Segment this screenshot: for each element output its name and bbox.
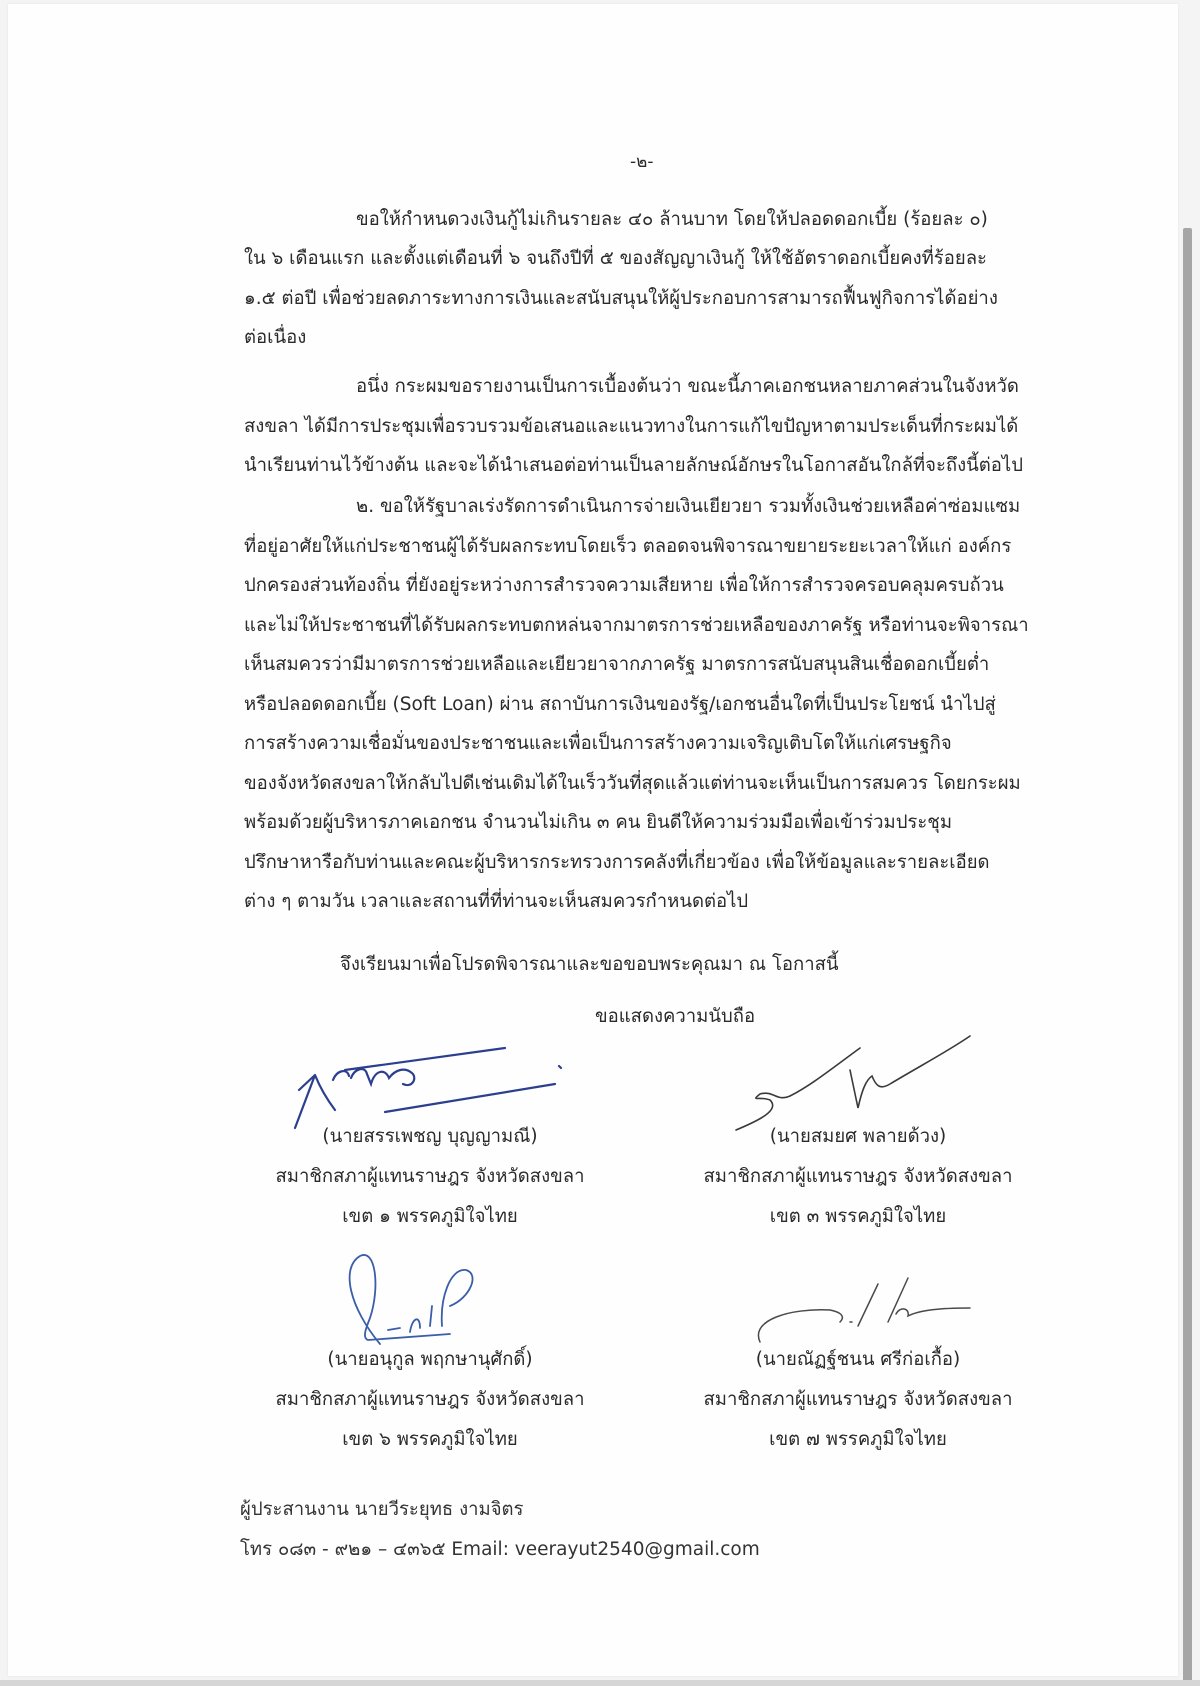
paragraph1-line: ต่อเนื่อง — [244, 327, 307, 348]
paragraph2-line: สงขลา ได้มีการประชุมเพื่อรวบรวมข้อเสนอและแนวทางในการแก้ไขปัญหาตามประเด็นที่กระผมได้ — [244, 416, 1019, 437]
paragraph1-line: ใน ๖ เดือนแรก และตั้งแต่เดือนที่ ๖ จนถึงปีที่ ๕ ของสัญญาเงินกู้ ให้ใช้อัตราดอกเบี้ยคงที่ร้อยละ — [244, 248, 987, 269]
paragraph1-line: ๑.๕ ต่อปี เพื่อช่วยลดภาระทางการเงินและสนับสนุนให้ผู้ประกอบการสามารถฟื้นฟูกิจการได้อย่าง — [244, 288, 998, 309]
bottom-edge — [0, 1680, 1200, 1686]
paragraph3-line: หรือปลอดดอกเบี้ย (Soft Loan) ผ่าน สถาบันการเงินของรัฐ/เอกชนอื่นใดที่เป็นประโยชน์ นำไปสู่ — [244, 694, 996, 715]
salutation: ขอแสดงความนับถือ — [595, 1006, 756, 1027]
signatory-3-district: เขต ๖ พรรคภูมิใจไทย — [342, 1429, 518, 1450]
paragraph3-line: ต่าง ๆ ตามวัน เวลาและสถานที่ที่ท่านจะเห็นสมควรกำหนดต่อไป — [244, 891, 749, 912]
paragraph3-line: การสร้างความเชื่อมั่นของประชาชนและเพื่อเป็นการสร้างความเจริญเติบโตให้แก่เศรษฐกิจ — [244, 733, 952, 754]
paragraph3-line: ของจังหวัดสงขลาให้กลับไปดีเช่นเดิมได้ในเร็ววันที่สุดแล้วแต่ท่านจะเห็นเป็นการสมควร โดยกระผม — [244, 773, 1021, 794]
signatory-2-district: เขต ๓ พรรคภูมิใจไทย — [769, 1206, 947, 1227]
paragraph2-line: อนึ่ง กระผมขอรายงานเป็นการเบื้องต้นว่า ขณะนี้ภาคเอกชนหลายภาคส่วนในจังหวัด — [356, 376, 1019, 397]
paragraph3-line: ปรึกษาหารือกับท่านและคณะผู้บริหารกระทรวงการคลังที่เกี่ยวข้อง เพื่อให้ข้อมูลและรายละเอียด — [244, 852, 990, 873]
signatory-2-name: (นายสมยศ พลายด้วง) — [769, 1126, 947, 1147]
signatory-4-district: เขต ๗ พรรคภูมิใจไทย — [769, 1429, 947, 1450]
paragraph3-line: พร้อมด้วยผู้บริหารภาคเอกชน จำนวนไม่เกิน ๓ คน ยินดีให้ความร่วมมือเพื่อเข้าร่วมประชุม — [244, 812, 953, 833]
paragraph3-line: ปกครองส่วนท้องถิ่น ที่ยังอยู่ระหว่างการสำรวจความเสียหาย เพื่อให้การสำรวจครอบคลุมครบถ้วน — [244, 575, 1004, 596]
signatory-1-position: สมาชิกสภาผู้แทนราษฎร จังหวัดสงขลา — [275, 1166, 585, 1187]
signatory-4-position: สมาชิกสภาผู้แทนราษฎร จังหวัดสงขลา — [703, 1389, 1013, 1410]
paragraph3-line: และไม่ให้ประชาชนที่ได้รับผลกระทบตกหล่นจากมาตรการช่วยเหลือของภาครัฐ หรือท่านจะพิจารณา — [244, 615, 1029, 636]
paragraph2-line: นำเรียนท่านไว้ข้างต้น และจะได้นำเสนอต่อท่านเป็นลายลักษณ์อักษรในโอกาสอันใกล้ที่จะถึงนี้ต่อไป — [244, 455, 1023, 476]
page-number: -๒- — [630, 152, 654, 172]
coordinator: ผู้ประสานงาน นายวีระยุทธ งามจิตร — [240, 1499, 524, 1520]
signatory-1-district: เขต ๑ พรรคภูมิใจไทย — [342, 1206, 518, 1227]
signature-3-icon — [340, 1248, 500, 1348]
paragraph3-line: ที่อยู่อาศัยให้แก่ประชาชนผู้ได้รับผลกระทบโดยเร็ว ตลอดจนพิจารณาขยายระยะเวลาให้แก่ องค์กร — [244, 536, 1012, 557]
signatory-3-position: สมาชิกสภาผู้แทนราษฎร จังหวัดสงขลา — [275, 1389, 585, 1410]
paragraph3-line: ๒. ขอให้รัฐบาลเร่งรัดการดำเนินการจ่ายเงินเยียวยา รวมทั้งเงินช่วยเหลือค่าซ่อมแซม — [356, 496, 1021, 517]
signatory-3-name: (นายอนุกูล พฤกษานุศักดิ์) — [327, 1349, 533, 1370]
paragraph3-line: เห็นสมควรว่ามีมาตรการช่วยเหลือและเยียวยาจากภาครัฐ มาตรการสนับสนุนสินเชื่อดอกเบี้ยต่ำ — [244, 654, 990, 675]
signatory-4-name: (นายณัฏฐ์ชนน ศรีก่อเกื้อ) — [755, 1349, 961, 1370]
signature-4-icon — [750, 1270, 990, 1350]
paragraph1-line: ขอให้กำหนดวงเงินกู้ไม่เกินรายละ ๔๐ ล้านบาท โดยให้ปลอดดอกเบี้ย (ร้อยละ ๐) — [356, 209, 988, 230]
signatory-2-position: สมาชิกสภาผู้แทนราษฎร จังหวัดสงขลา — [703, 1166, 1013, 1187]
contact-info: โทร ๐๘๓ - ๙๒๑ – ๔๓๖๕ Email: veerayut2540@gmail.com — [240, 1539, 760, 1560]
closing-line: จึงเรียนมาเพื่อโปรดพิจารณาและขอขอบพระคุณมา ณ โอกาสนี้ — [340, 954, 839, 975]
vertical-scrollbar[interactable] — [1183, 228, 1192, 1686]
signatory-1-name: (นายสรรเพชญ บุญญามณี) — [322, 1126, 538, 1147]
